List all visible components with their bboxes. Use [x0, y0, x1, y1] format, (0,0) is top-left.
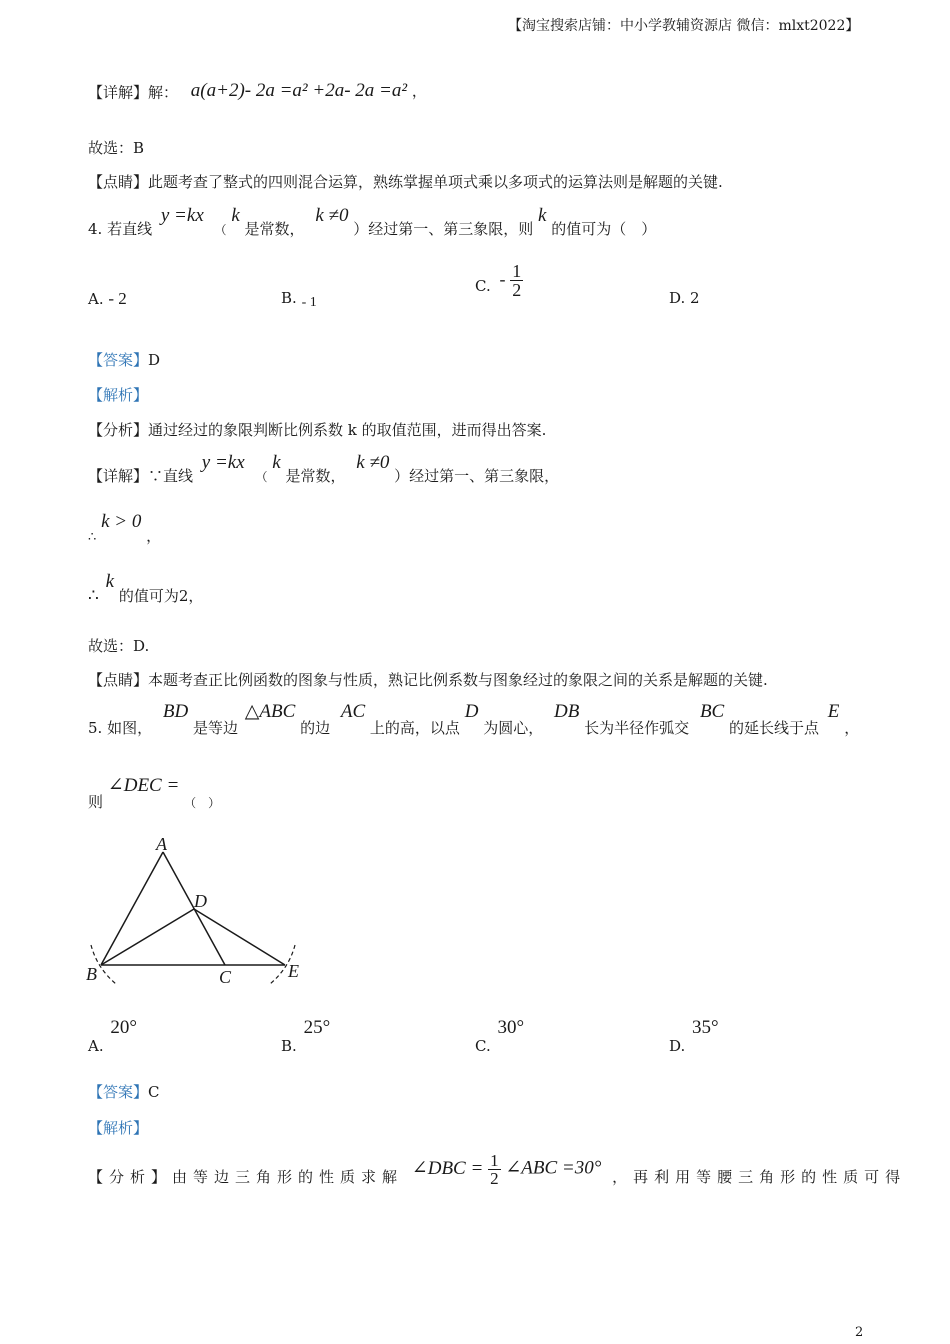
q4-option-d-label: D. — [669, 289, 686, 307]
q4-detail-rest: ）经过第一、第三象限， — [394, 467, 560, 485]
q5-db: DB — [554, 701, 580, 722]
q4-analysis-label: 【解析】 — [88, 386, 149, 404]
q5-analysis-eq-right: ∠ABC =30° — [505, 1157, 602, 1179]
q4-detail — [88, 452, 560, 485]
q5-option-d-label: D. — [669, 1037, 686, 1055]
q4-answer-value: D — [148, 351, 161, 369]
q5-option-a-label: A. — [88, 1037, 104, 1055]
q4-stem — [88, 205, 657, 238]
q4-stem-const: 是常数， — [244, 220, 305, 238]
q4-stem-rest: ）经过第一、第三象限，则 — [353, 220, 534, 238]
q5-figure — [80, 830, 320, 990]
q3-detail-expr: a(a+2)- 2a =a² +2a- 2a =a² — [190, 80, 408, 101]
q4-detail-const: 是常数， — [285, 467, 346, 485]
q5-stem-line1 — [88, 700, 860, 737]
q5-t7: ， — [844, 719, 860, 737]
q5-option-d-value: 35° — [692, 1017, 719, 1038]
q4-detail-eq: y =kx — [201, 452, 245, 473]
q5-d: D — [464, 701, 479, 722]
q5-t2: 的边 — [300, 719, 331, 737]
q5-option-b — [281, 1017, 331, 1055]
label-d: D — [194, 891, 207, 911]
q5-ac: AC — [340, 701, 366, 722]
q4-option-c-num: 1 — [512, 261, 522, 281]
q5-bd: BD — [162, 701, 189, 722]
q4-choice: 故选：D. — [88, 637, 150, 655]
q4-detail-paren: （ — [255, 470, 268, 484]
q4-option-a-label: A. — [88, 290, 104, 308]
q4-stem-eq: y =kx — [160, 205, 204, 226]
q5-analysis-fraction — [488, 1152, 501, 1187]
q4-option-d-value: 2 — [690, 289, 700, 307]
q4-option-c-fraction — [510, 262, 523, 299]
q5-option-a-value: 20° — [110, 1017, 137, 1038]
q3-detail — [88, 80, 427, 103]
q5-t3: 上的高，以点 — [369, 719, 460, 737]
q5-t6: 的延长线于点 — [729, 719, 820, 737]
q5-t1: 是等边 — [192, 719, 238, 737]
q4-option-a-value: - 2 — [108, 289, 127, 308]
q5-option-b-value: 25° — [303, 1017, 331, 1038]
q4-comment: 【点睛】本题考查正比例函数的图象与性质，熟记比例系数与图象经过的象限之间的关系是解题的关键. — [88, 671, 768, 689]
q4-ineq-comma: ， — [146, 527, 162, 545]
q5-option-b-label: B. — [281, 1037, 297, 1055]
q5-answer-label: 【答案】 — [88, 1083, 149, 1101]
q3-comment: 【点睛】此题考查了整式的四则混合运算，熟练掌握单项式乘以多项式的运算法则是解题的关键. — [88, 173, 723, 191]
q5-blank: （ ） — [184, 796, 221, 810]
q4-option-d — [669, 289, 700, 307]
q5-stem-prefix: 5. 如图， — [88, 719, 153, 737]
q4-detail-label: 【详解】∵直线 — [88, 467, 194, 485]
q4-therefore-2: ∴ — [88, 586, 99, 606]
q4-answer-label: 【答案】 — [88, 351, 149, 369]
label-c: C — [219, 967, 232, 987]
q5-angle: ∠DEC = — [107, 775, 180, 796]
q4-option-c-sign: - — [499, 268, 506, 289]
page-number: 2 — [855, 1325, 864, 1340]
q5-option-c-label: C. — [475, 1037, 491, 1055]
q4-step-value — [88, 571, 204, 606]
q5-answer — [88, 1081, 160, 1102]
q4-option-b-label: B. — [281, 289, 297, 307]
q4-option-a — [88, 289, 127, 309]
q5-analysis-prefix: 【分析】由等边三角形的性质求解 — [88, 1167, 404, 1186]
q4-analysis: 【分析】通过经过的象限判断比例系数 k 的取值范围，进而得出答案. — [88, 421, 547, 439]
q5-option-a — [88, 1017, 137, 1055]
q4-stem-k: k — [231, 205, 240, 226]
q4-detail-cond: k ≠0 — [356, 452, 390, 473]
q4-option-c-label: C. — [475, 276, 491, 295]
q5-option-d — [669, 1017, 719, 1055]
q4-k-value-text: 的值可为2， — [118, 587, 204, 605]
q4-step-ineq — [88, 511, 162, 545]
q5-e: E — [827, 701, 840, 722]
q5-bc: BC — [699, 701, 725, 722]
q5-analysis-suffix: ，再利用等腰三角形的性质可得 — [612, 1167, 907, 1186]
q5-analysis-label: 【解析】 — [88, 1119, 149, 1137]
q4-stem-prefix: 4. 若直线 — [88, 220, 153, 238]
q4-stem-k2: k — [538, 205, 547, 226]
q4-paren: （ — [214, 223, 227, 237]
q5-stem-line2 — [88, 774, 221, 811]
q4-ineq: k > 0 — [101, 511, 142, 532]
q5-t5: 长为半径作弧交 — [584, 719, 690, 737]
q4-therefore-1: ∴ — [88, 530, 97, 545]
q4-option-b — [281, 289, 317, 308]
segment-de — [194, 909, 285, 965]
label-e: E — [288, 961, 299, 981]
q5-option-c — [475, 1017, 525, 1055]
q5-triangle: △ABC — [244, 701, 296, 722]
q3-detail-tail: ， — [411, 82, 427, 100]
q5-option-c-value: 30° — [497, 1017, 525, 1038]
q3-detail-label: 【详解】解： — [88, 83, 179, 102]
q4-option-c-den: 2 — [512, 280, 522, 300]
q3-choice: 故选：B — [88, 139, 145, 157]
q5-answer-value: C — [148, 1083, 160, 1101]
q5-t4: 为圆心， — [483, 719, 544, 737]
q4-option-c — [475, 262, 523, 299]
q5-analysis-eq-left: ∠DBC = — [411, 1157, 484, 1179]
q5-analysis-frac-den: 2 — [490, 1169, 499, 1188]
label-a: A — [156, 834, 167, 854]
q4-stem-cond: k ≠0 — [315, 205, 349, 226]
q5-analysis — [88, 1152, 906, 1187]
page-header: 【淘宝搜索店铺：中小学教辅资源店 微信：mlxt2022】 — [508, 18, 860, 34]
q4-answer — [88, 349, 160, 370]
q4-stem-end: 的值可为（ ） — [551, 220, 657, 238]
label-b: B — [86, 964, 97, 984]
q5-analysis-frac-num: 1 — [490, 1151, 499, 1170]
q4-option-b-value: - 1 — [301, 295, 317, 310]
q4-k-value-var: k — [105, 571, 115, 592]
q5-line2-prefix: 则 — [88, 793, 104, 811]
q4-detail-k: k — [272, 452, 281, 473]
segment-ab — [101, 852, 163, 965]
segment-bd — [101, 909, 194, 965]
